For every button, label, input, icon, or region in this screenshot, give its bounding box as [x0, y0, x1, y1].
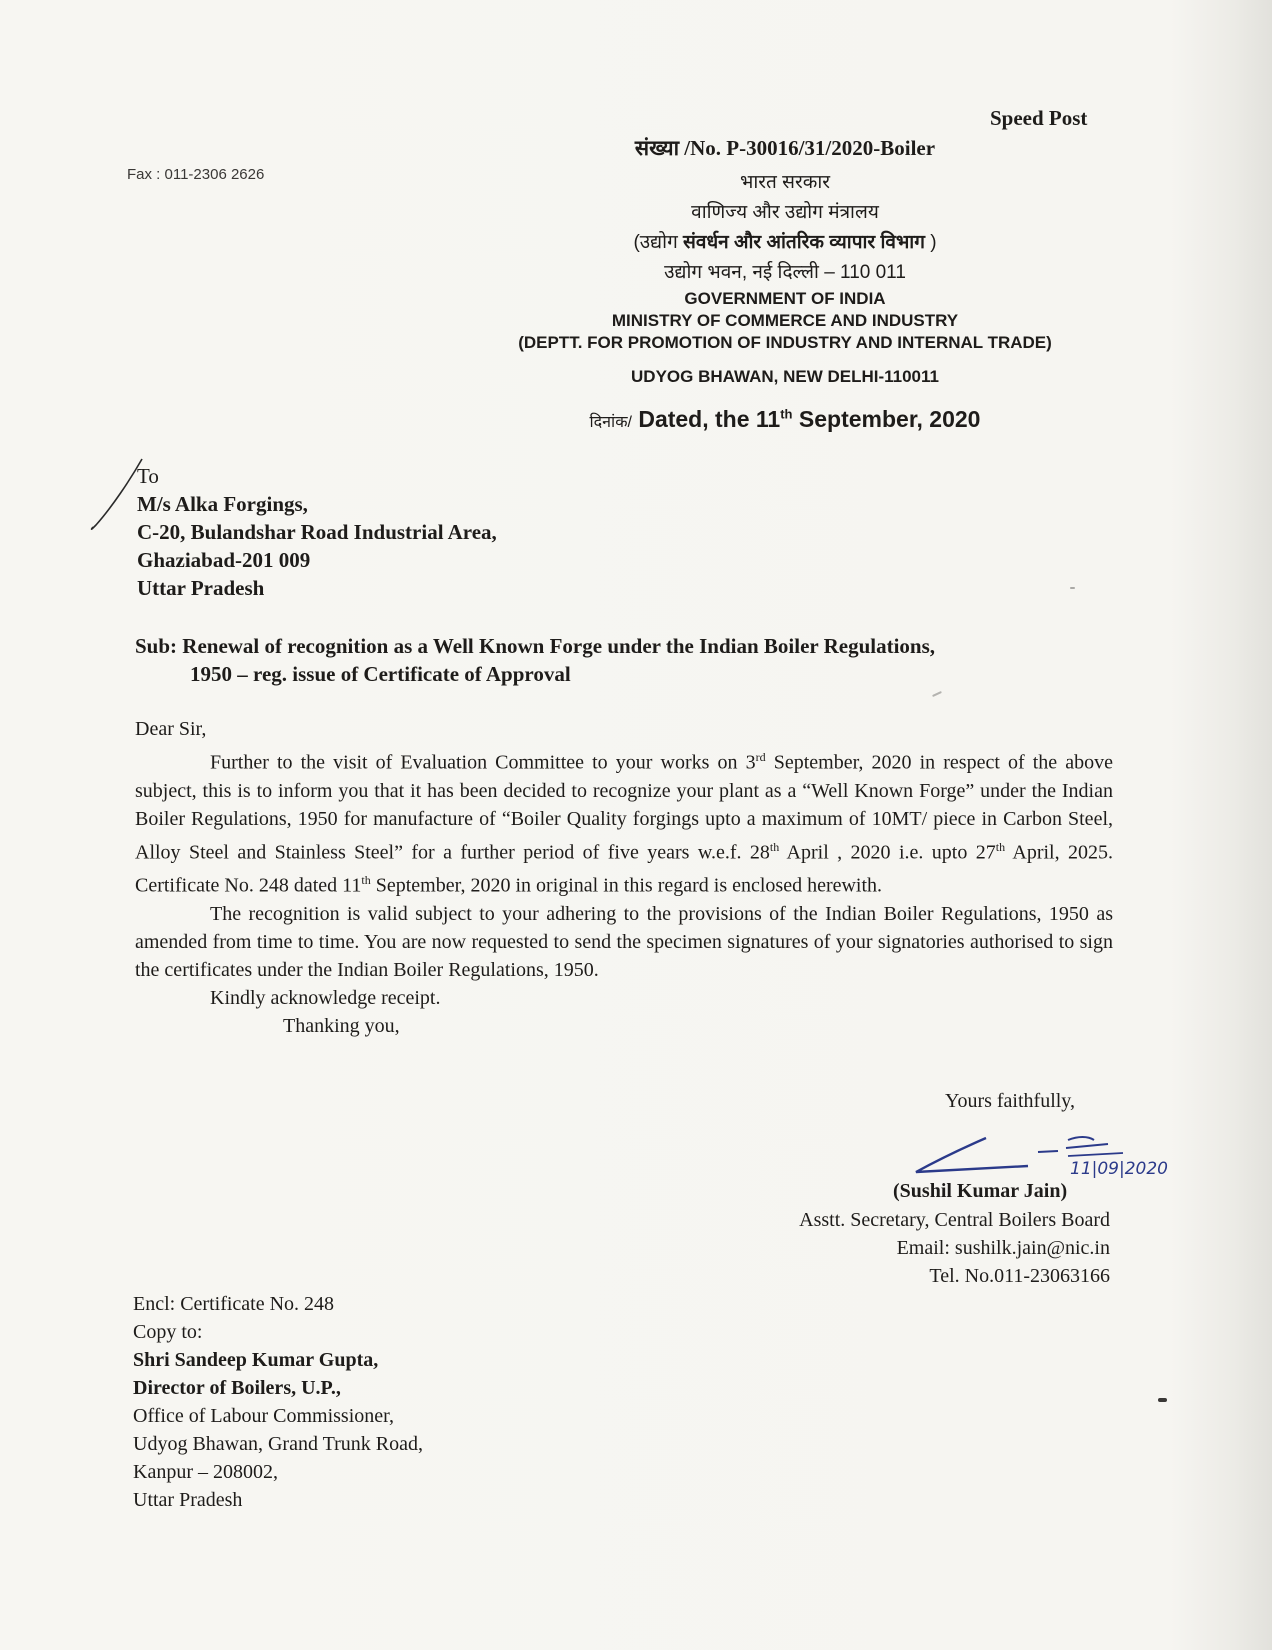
speed-post-label: Speed Post [990, 106, 1088, 130]
hindi-address: उद्योग भवन, नई दिल्ली – 110 011 [664, 262, 906, 283]
copy-to-label: Copy to: [133, 1321, 203, 1343]
paragraph-1: Further to the visit of Evaluation Committee to your works on 3rd September, 2020 in respect of the above subject, this is to inform you that it has been decided to recognize your plant as a “Well Known Forge” under the Indian Boiler Regulations, 1950 for manufacture of “Boiler Quality forgings upto a maximum of 10MT/ piece in Carbon Steel, Alloy Steel and Stainless Steel” for a further period of five years w.e.f. 28th April , 2020 i.e. upto 27th April, 2025. Certificate No. 248 dated 11th September, 2020 in original in this regard is enclosed herewith. [135, 750, 1114, 897]
acknowledge-line: Kindly acknowledge receipt. [210, 986, 441, 1009]
signatory-name: (Sushil Kumar Jain) [893, 1180, 1068, 1202]
signatory-designation: Asstt. Secretary, Central Boilers Board [799, 1209, 1110, 1231]
copy-recipient-city: Kanpur – 208002, [133, 1461, 278, 1483]
subject-line [135, 632, 1115, 688]
signatory-email: Email: sushilk.jain@nic.in [896, 1237, 1110, 1259]
ministry-name: MINISTRY OF COMMERCE AND INDUSTRY [611, 311, 959, 330]
letterhead [470, 134, 1100, 433]
office-address: UDYOG BHAWAN, NEW DELHI-110011 [631, 367, 939, 386]
subject-line-2: 1950 – reg. issue of Certificate of Approval [190, 662, 571, 686]
subject-line-1: Sub: Renewal of recognition as a Well Known Forge under the Indian Boiler Regulations, [135, 634, 936, 658]
fax-number: Fax : 011-2306 2626 [127, 166, 265, 183]
enclosure-block [133, 1290, 423, 1514]
hindi-ministry: वाणिज्य और उद्योग मंत्रालय [691, 202, 879, 223]
signature-date: 11|09|2020 [1070, 1159, 1168, 1179]
signatory-telephone: Tel. No.011-23063166 [929, 1265, 1110, 1287]
recipient-address-1: C-20, Bulandshar Road Industrial Area, [137, 520, 497, 544]
signatory-details [799, 1206, 1110, 1290]
recipient-address-3: Uttar Pradesh [137, 576, 265, 600]
scan-speck [1070, 587, 1075, 589]
to-label: To [137, 464, 159, 488]
letter-body [135, 715, 1113, 1040]
hindi-department: (उद्योग संवर्धन और आंतरिक व्यापार विभाग ) [633, 232, 937, 253]
salutation: Dear Sir, [135, 718, 207, 740]
enclosure-line: Encl: Certificate No. 248 [133, 1293, 335, 1315]
hindi-government: भारत सरकार [739, 172, 831, 193]
department-name: (DEPTT. FOR PROMOTION OF INDUSTRY AND INTERNAL TRADE) [518, 333, 1052, 352]
copy-recipient-state: Uttar Pradesh [133, 1489, 243, 1511]
paragraph-2: The recognition is valid subject to your adhering to the provisions of the Indian Boiler Regulations, 1950 as amended from time to time. You are now requested to send the specimen signatures of your signatories authorised to sign the certificates under the Indian Boiler Regulations, 1950. [135, 902, 1113, 981]
thanking-line: Thanking you, [283, 1014, 400, 1037]
recipient-name: M/s Alka Forgings, [137, 492, 308, 516]
recipient-address-2: Ghaziabad-201 009 [137, 548, 311, 572]
copy-recipient-name: Shri Sandeep Kumar Gupta, [133, 1349, 379, 1371]
letter-date: दिनांक/ Dated, the 11th September, 2020 [589, 406, 981, 432]
copy-recipient-address: Udyog Bhawan, Grand Trunk Road, [133, 1433, 423, 1455]
copy-recipient-title: Director of Boilers, U.P., [133, 1377, 341, 1399]
recipient-block [137, 462, 497, 602]
reference-number: संख्या /No. P-30016/31/2020-Boiler [634, 136, 936, 160]
government-of-india: GOVERNMENT OF INDIA [684, 289, 886, 308]
scan-speck [932, 691, 942, 697]
scan-speck [1158, 1398, 1167, 1402]
yours-faithfully: Yours faithfully, [945, 1090, 1076, 1112]
copy-recipient-office: Office of Labour Commissioner, [133, 1405, 394, 1427]
